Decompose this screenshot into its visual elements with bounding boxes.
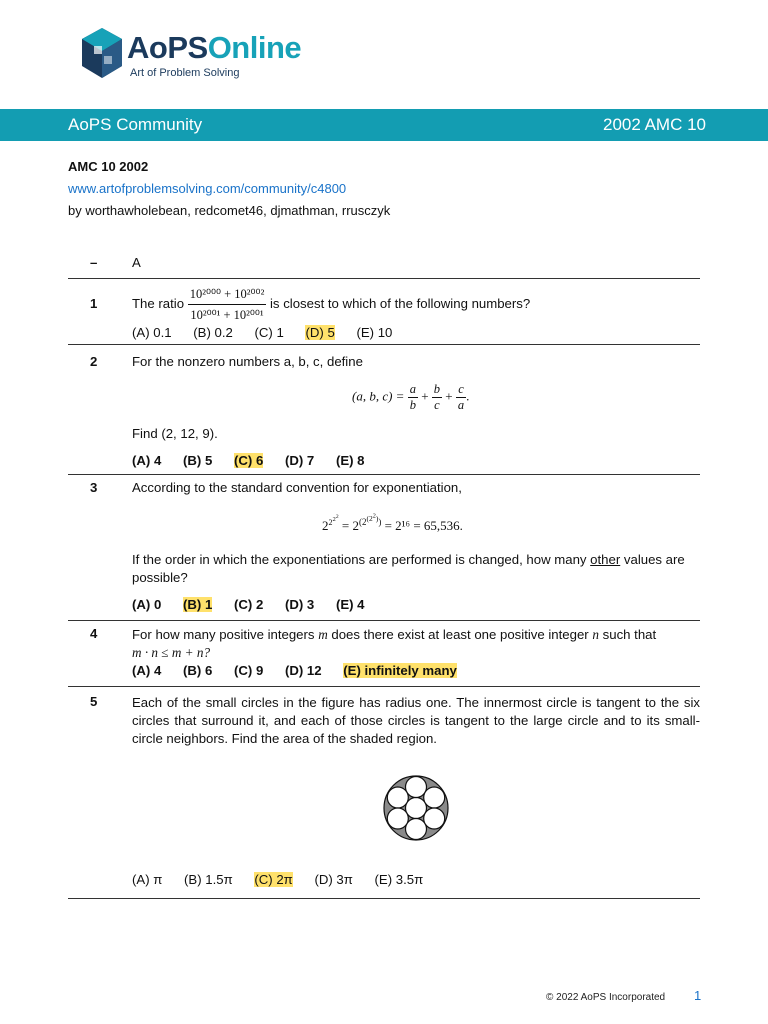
option-c: (C) 9 bbox=[233, 663, 264, 678]
section-label: A bbox=[132, 255, 141, 270]
option-d: (D) 3π bbox=[314, 872, 353, 887]
answer-options bbox=[132, 597, 383, 612]
option-d: (D) 5 bbox=[305, 325, 335, 340]
option-a: (A) 0.1 bbox=[132, 325, 172, 340]
problem-number: 4 bbox=[90, 626, 98, 641]
problem-number: 1 bbox=[90, 296, 98, 311]
problem-2 bbox=[68, 344, 700, 475]
formula: (a, b, c) = $\frac{a}{b}$ + $\frac{b}{c}$ + $\frac{c}{a}$ . bbox=[352, 382, 470, 412]
problem-1 bbox=[68, 278, 700, 345]
option-a: (A) 0 bbox=[132, 597, 162, 612]
authors: by worthawholebean, redcomet46, djmathman, rrusczyk bbox=[68, 203, 391, 218]
circles-figure bbox=[382, 774, 450, 842]
problem-text: According to the standard convention for exponentiation, bbox=[132, 480, 462, 495]
option-a: (A) 4 bbox=[132, 663, 162, 678]
aops-logo-icon bbox=[80, 26, 124, 82]
answer-options bbox=[132, 323, 700, 343]
problem-4 bbox=[68, 620, 700, 687]
banner-community: AoPS Community bbox=[68, 115, 203, 134]
header-banner bbox=[0, 109, 768, 141]
problem-text: For the nonzero numbers a, b, c, define bbox=[132, 354, 363, 369]
option-c: (C) 6 bbox=[233, 453, 264, 468]
option-d: (D) 3 bbox=[284, 597, 315, 612]
find-text: Find (2, 12, 9). bbox=[132, 426, 218, 441]
problem-text: The ratio bbox=[132, 295, 185, 311]
option-e: (E) 3.5π bbox=[374, 872, 424, 887]
answer-options bbox=[132, 872, 441, 887]
option-b: (B) 6 bbox=[182, 663, 213, 678]
logo-wordmark: AoPSOnline bbox=[127, 30, 302, 65]
community-link[interactable]: www.artofproblemsolving.com/community/c4800 bbox=[68, 181, 347, 196]
option-b: (B) 1.5π bbox=[184, 872, 233, 887]
problem-5 bbox=[68, 686, 700, 899]
ratio-fraction: $\frac{\text{10²⁰⁰⁰ + 10²⁰⁰²}}{\text{10²⁰⁰¹ + 10²⁰⁰¹}}$ bbox=[188, 284, 267, 325]
problem-text: Each of the small circles in the figure has radius one. The innermost circle is tangent to the six circles that surround it, and each of those circles is tangent to the large circle and to its small-circle neighbors. Find the area of the shaded region. bbox=[132, 695, 700, 746]
document-title: AMC 10 2002 bbox=[68, 159, 149, 174]
section-dash: – bbox=[90, 255, 98, 270]
option-d: (D) 7 bbox=[284, 453, 315, 468]
inequality: m · n ≤ m + n? bbox=[132, 645, 211, 660]
problem-number: 2 bbox=[90, 354, 98, 369]
problem-number: 5 bbox=[90, 694, 98, 709]
page-number: 1 bbox=[694, 988, 702, 1003]
option-c: (C) 2 bbox=[233, 597, 264, 612]
banner-contest: 2002 AMC 10 bbox=[602, 115, 706, 134]
problem-number: 3 bbox=[90, 480, 98, 495]
answer-options bbox=[132, 662, 700, 680]
problem-text: For how many positive integers m does there exist at least one positive integer n such that bbox=[132, 627, 657, 642]
option-e: (E) 10 bbox=[356, 325, 393, 340]
copyright: © 2022 AoPS Incorporated bbox=[546, 992, 666, 1003]
option-c: (C) 1 bbox=[254, 325, 284, 340]
option-e: (E) 8 bbox=[335, 453, 365, 468]
option-a: (A) π bbox=[132, 872, 163, 887]
problem-3 bbox=[68, 474, 700, 621]
option-b: (B) 1 bbox=[182, 597, 213, 612]
section-row bbox=[68, 246, 700, 279]
option-b: (B) 5 bbox=[182, 453, 213, 468]
problem-question: If the order in which the exponentiations are performed is changed, how many other values are possible? bbox=[132, 552, 685, 585]
option-a: (A) 4 bbox=[132, 453, 162, 468]
problem-text: is closest to which of the following numbers? bbox=[270, 295, 531, 311]
document-meta bbox=[68, 156, 390, 222]
exponent-formula: $2^{2^{2^2}} = 2^{(2^{(2^2)})} = 2^{16} = 65,536$. bbox=[322, 512, 463, 533]
option-d: (D) 12 bbox=[284, 663, 322, 678]
option-b: (B) 0.2 bbox=[193, 325, 233, 340]
option-e: (E) infinitely many bbox=[343, 663, 457, 678]
option-e: (E) 4 bbox=[335, 597, 365, 612]
logo-subtitle: Art of Problem Solving bbox=[130, 67, 240, 79]
option-c: (C) 2π bbox=[254, 872, 293, 887]
answer-options bbox=[132, 453, 383, 468]
